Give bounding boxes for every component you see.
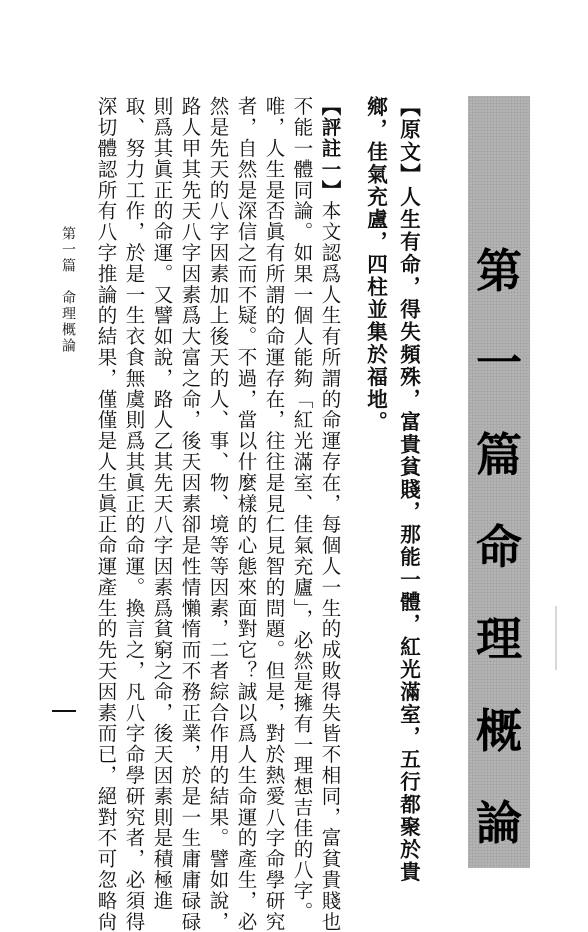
commentary-line: 唯，人生是否眞有所謂的命運存在，往往是見仁見智的問題。但是，對於熱愛八字命學研究	[262, 96, 286, 932]
title-char: 篇	[476, 428, 522, 482]
chapter-title-band	[468, 96, 530, 868]
commentary-line: 者，自然是深信之而不疑。不過，當以什麼樣的心態來面對它？誠以爲人生命運的產生，必	[234, 96, 258, 932]
title-char: 理	[476, 612, 522, 666]
title-char: 命	[476, 520, 522, 574]
title-char: 論	[476, 796, 522, 850]
title-char: 第	[476, 244, 522, 298]
commentary-line: 則爲其眞正的命運。又譬如說，路人乙其先天八字因素爲貧窮之命，後天因素則是積極進	[150, 96, 174, 912]
original-text-line: 鄉，佳氣充盧，四柱並集於福地。	[363, 96, 388, 434]
commentary-line: 取、努力工作，於是一生衣食無虞則爲其眞正的命運。換言之，凡八字命學研究者，必須得	[122, 96, 146, 932]
commentary-line: 路人甲其先天八字因素爲大富之命，後天因素卻是性情懶惰而不務正業，於是一生庸庸碌碌	[178, 96, 202, 932]
page-number	[52, 710, 76, 712]
commentary-line: 不能一體同論。如果一個人能夠「紅光滿室、佳氣充廬」，必然是擁有一理想吉佳的八字。	[290, 96, 314, 923]
commentary-line: 然是先天的八字因素加上後天的人、事、物、境等等因素，二者綜合作用的結果。譬如說，	[206, 96, 230, 932]
original-text-line: 【原文】人生有命，得失頻殊，富貴貧賤，那能一體，紅光滿室，五行都聚於貴	[396, 96, 421, 884]
scan-mark	[555, 606, 557, 670]
commentary-line: 深切體認所有八字推論的結果，僅僅是人生眞正命運產生的先天因素而已，絕對不可忽略尙	[94, 96, 118, 932]
running-head: 第一篇 命理概論	[60, 226, 76, 354]
title-char: 概	[476, 704, 522, 758]
title-char: 一	[476, 336, 522, 390]
commentary-line: 【評註一】本文認爲人生有所謂的命運存在，每個人一生的成敗得失皆不相同，富貧貴賤也	[318, 96, 342, 932]
